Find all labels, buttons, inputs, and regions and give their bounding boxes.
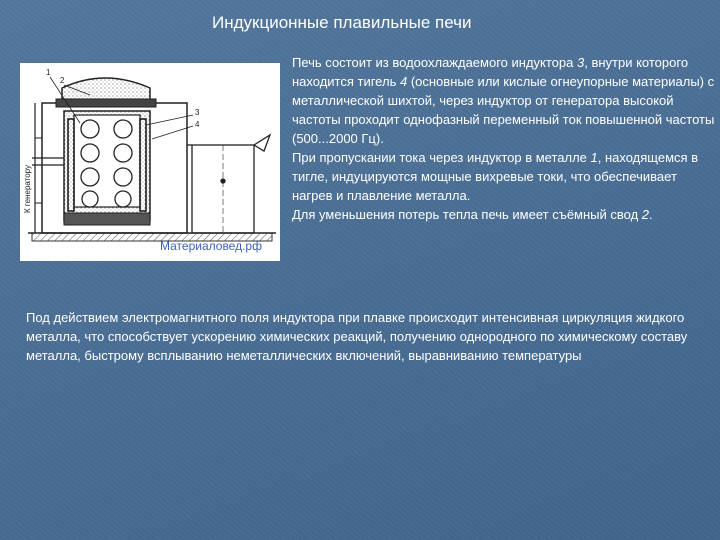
furnace-drawing [20,63,280,261]
bottom-paragraph: Под действием электромагнитного поля индуктора при плавке происходит интенсивная циркуляция жидкого металла, что способствует ускорению химических реакций, получению однородного по химическому составу металла, быстрому всплыванию неметаллических включений, выравниванию температуры [26,310,688,363]
generator-label: К генератору [23,164,32,213]
watermark: Материаловед.рф [160,239,262,253]
description-paragraph-3: Для уменьшения потерь тепла печь имеет съёмный свод 2. [292,207,653,222]
callout-3: 3 [195,108,200,117]
lid-rim [56,99,156,107]
callout-2: 2 [60,76,65,85]
description-paragraph-1: Печь состоит из водоохлаждаемого индуктора 3, внутри которого находится тигель 4 (основные или кислые огнеупорные материалы) с металлической шихтой, через индуктор от генератора высокой частоты проходит однофазный переменный ток повышенной частоты (500...2000 Гц). [292,55,715,146]
furnace-side-view [187,135,270,233]
slide-title: Индукционные плавильные печи [212,13,472,32]
callout-1: 1 [46,68,51,77]
callout-4: 4 [195,120,200,129]
furnace-diagram [20,63,280,261]
description-text [292,53,717,224]
crucible-base [64,213,150,225]
description-paragraph-2: При пропускании тока через индуктор в металле 1, находящемся в тигле, индуцируются мощные вихревые токи, что обеспечивает нагрев и плавление металла. [292,150,699,203]
